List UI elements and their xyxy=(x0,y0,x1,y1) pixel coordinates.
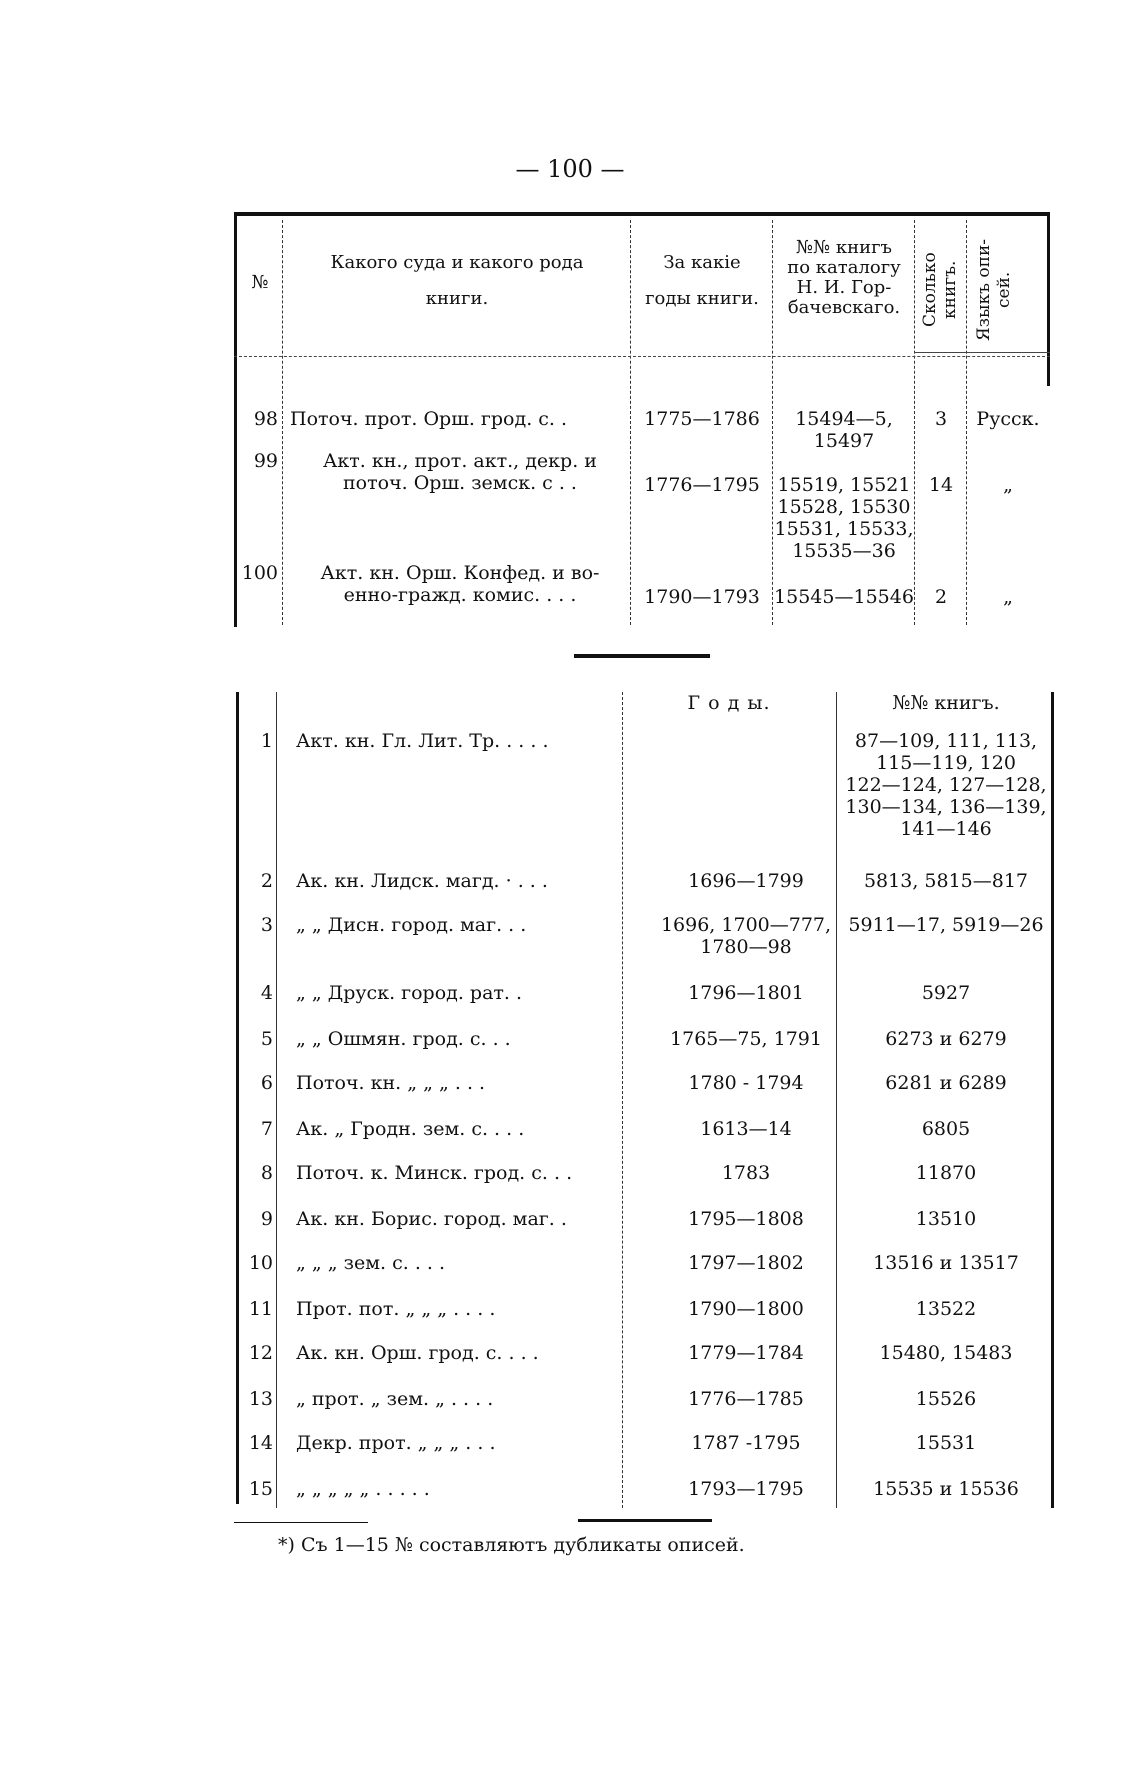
row-books: 5813, 5815—817 xyxy=(863,870,1029,892)
header-court-type: Какого суда и какого рода книги. xyxy=(330,252,584,309)
row-books: 13522 xyxy=(915,1298,977,1320)
row-language: „ xyxy=(1003,474,1013,496)
footnote-rule xyxy=(234,1522,368,1523)
row-court-name: Ак. кн. Орш. грод. с. . . . xyxy=(296,1342,539,1364)
row-years: 1790—1793 xyxy=(644,586,760,608)
row-number: 10 xyxy=(248,1252,273,1274)
row-court-name: „ „ Ошмян. грод. с. . . xyxy=(296,1028,511,1050)
row-catalog: 15519, 15521 15528, 15530 15531, 15533, 15535—36 xyxy=(774,474,914,562)
row-court-name: Акт. кн. Орш. Конфед. и во- енно-гражд. комис. . . . xyxy=(320,562,600,606)
header-language: Языкъ опи- сей. xyxy=(974,238,1014,342)
row-years: 1779—1784 xyxy=(688,1342,804,1364)
row-number: 8 xyxy=(260,1162,273,1184)
table-top-rule xyxy=(234,212,1050,216)
archive-table-2 xyxy=(236,692,1056,1512)
column-divider xyxy=(966,220,967,625)
row-years: 1783 xyxy=(721,1162,771,1184)
row-books: 15480, 15483 xyxy=(879,1342,1013,1364)
row-books: 13510 xyxy=(915,1208,977,1230)
row-years: 1793—1795 xyxy=(688,1478,804,1500)
row-number: 13 xyxy=(248,1388,273,1410)
row-number: 6 xyxy=(260,1072,273,1094)
row-number: 15 xyxy=(248,1478,273,1500)
row-books: 11870 xyxy=(915,1162,977,1184)
column-divider xyxy=(282,220,283,625)
section-separator xyxy=(574,654,710,658)
header-books: №№ книгъ. xyxy=(892,692,1000,714)
row-years: 1696—1799 xyxy=(688,870,804,892)
row-court-name: Поточ. к. Минск. грод. с. . . xyxy=(296,1162,573,1184)
table-left-border xyxy=(236,692,239,1504)
row-books: 6805 xyxy=(921,1118,971,1140)
row-catalog: 15494—5, 15497 xyxy=(795,408,893,452)
table-right-border xyxy=(1047,216,1050,386)
row-language: Русск. xyxy=(976,408,1040,430)
row-number: 7 xyxy=(260,1118,273,1140)
row-number: 99 xyxy=(253,450,278,472)
row-years: 1776—1795 xyxy=(644,474,760,496)
row-years: 1787 -1795 xyxy=(691,1432,801,1454)
row-books: 13516 и 13517 xyxy=(873,1252,1019,1274)
table-bottom-rule xyxy=(578,1519,712,1522)
column-divider xyxy=(914,220,915,625)
footnote: *) Съ 1—15 № составляютъ дубликаты описей. xyxy=(278,1534,745,1556)
row-court-name: Поточ. кн. „ „ „ . . . xyxy=(296,1072,486,1094)
column-divider xyxy=(622,692,623,1508)
row-number: 14 xyxy=(248,1432,273,1454)
row-catalog: 15545—15546 xyxy=(774,586,914,608)
header-separator xyxy=(234,356,1050,357)
row-number: 2 xyxy=(260,870,273,892)
header-years: За какіе годы книги. xyxy=(645,252,759,309)
row-books: 5927 xyxy=(921,982,971,1004)
row-number: 3 xyxy=(260,914,273,936)
row-years: 1776—1785 xyxy=(688,1388,804,1410)
row-years: 1795—1808 xyxy=(688,1208,804,1230)
column-divider xyxy=(276,692,277,1508)
row-number: 98 xyxy=(253,408,278,430)
row-years: 1775—1786 xyxy=(644,408,760,430)
header-years: Г о д ы. xyxy=(687,692,771,714)
row-years: 1797—1802 xyxy=(688,1252,804,1274)
row-years: 1790—1800 xyxy=(688,1298,804,1320)
row-court-name: Акт. кн. Гл. Лит. Тр. . . . . xyxy=(296,730,549,752)
row-court-name: „ „ Дисн. город. маг. . . xyxy=(296,914,527,936)
header-separator xyxy=(914,352,1050,353)
row-books: 15526 xyxy=(915,1388,977,1410)
row-number: 4 xyxy=(260,982,273,1004)
row-court-name: Акт. кн., прот. акт., декр. и поточ. Орш. земск. с . . xyxy=(323,450,597,494)
row-language: „ xyxy=(1003,586,1013,608)
row-count: 3 xyxy=(934,408,948,430)
page-number: — 100 — xyxy=(515,155,625,183)
header-number: № xyxy=(251,272,269,293)
row-books: 87—109, 111, 113, 115—119, 120 122—124, 127—128, 130—134, 136—139, 141—146 xyxy=(845,730,1047,840)
row-count: 2 xyxy=(934,586,948,608)
column-divider xyxy=(772,220,773,625)
row-years: 1780 - 1794 xyxy=(688,1072,804,1094)
row-court-name: „ прот. „ зем. „ . . . . xyxy=(296,1388,494,1410)
column-divider xyxy=(630,220,631,625)
row-years: 1696, 1700—777, 1780—98 xyxy=(660,914,832,958)
row-court-name: Ак. „ Гродн. зем. с. . . . xyxy=(296,1118,525,1140)
row-number: 11 xyxy=(248,1298,273,1320)
row-court-name: Декр. прот. „ „ „ . . . xyxy=(296,1432,496,1454)
row-court-name: Ак. кн. Лидск. магд. · . . . xyxy=(296,870,548,892)
row-number: 1 xyxy=(260,730,273,752)
row-number: 12 xyxy=(248,1342,273,1364)
row-court-name: „ „ „ „ „ . . . . . xyxy=(296,1478,430,1500)
row-books: 15531 xyxy=(915,1432,977,1454)
row-books: 5911—17, 5919—26 xyxy=(848,914,1044,936)
row-number: 5 xyxy=(260,1028,273,1050)
row-books: 6281 и 6289 xyxy=(885,1072,1007,1094)
header-catalog: №№ книгъ по каталогу Н. И. Гор- бачевскаго. xyxy=(787,237,901,318)
row-court-name: „ „ Друск. город. рат. . xyxy=(296,982,523,1004)
row-years: 1796—1801 xyxy=(688,982,804,1004)
row-count: 14 xyxy=(928,474,954,496)
row-number: 9 xyxy=(260,1208,273,1230)
row-court-name: Ак. кн. Борис. город. маг. . xyxy=(296,1208,567,1230)
header-count: Сколько книгъ. xyxy=(920,252,960,328)
row-books: 6273 и 6279 xyxy=(885,1028,1007,1050)
row-court-name: Поточ. прот. Орш. грод. с. . xyxy=(290,408,568,430)
row-court-name: „ „ „ зем. с. . . . xyxy=(296,1252,446,1274)
row-years: 1613—14 xyxy=(700,1118,792,1140)
row-years: 1765—75, 1791 xyxy=(670,1028,822,1050)
row-books: 15535 и 15536 xyxy=(873,1478,1019,1500)
row-court-name: Прот. пот. „ „ „ . . . . xyxy=(296,1298,496,1320)
row-number: 100 xyxy=(241,562,278,584)
archive-table-1 xyxy=(234,212,1050,627)
